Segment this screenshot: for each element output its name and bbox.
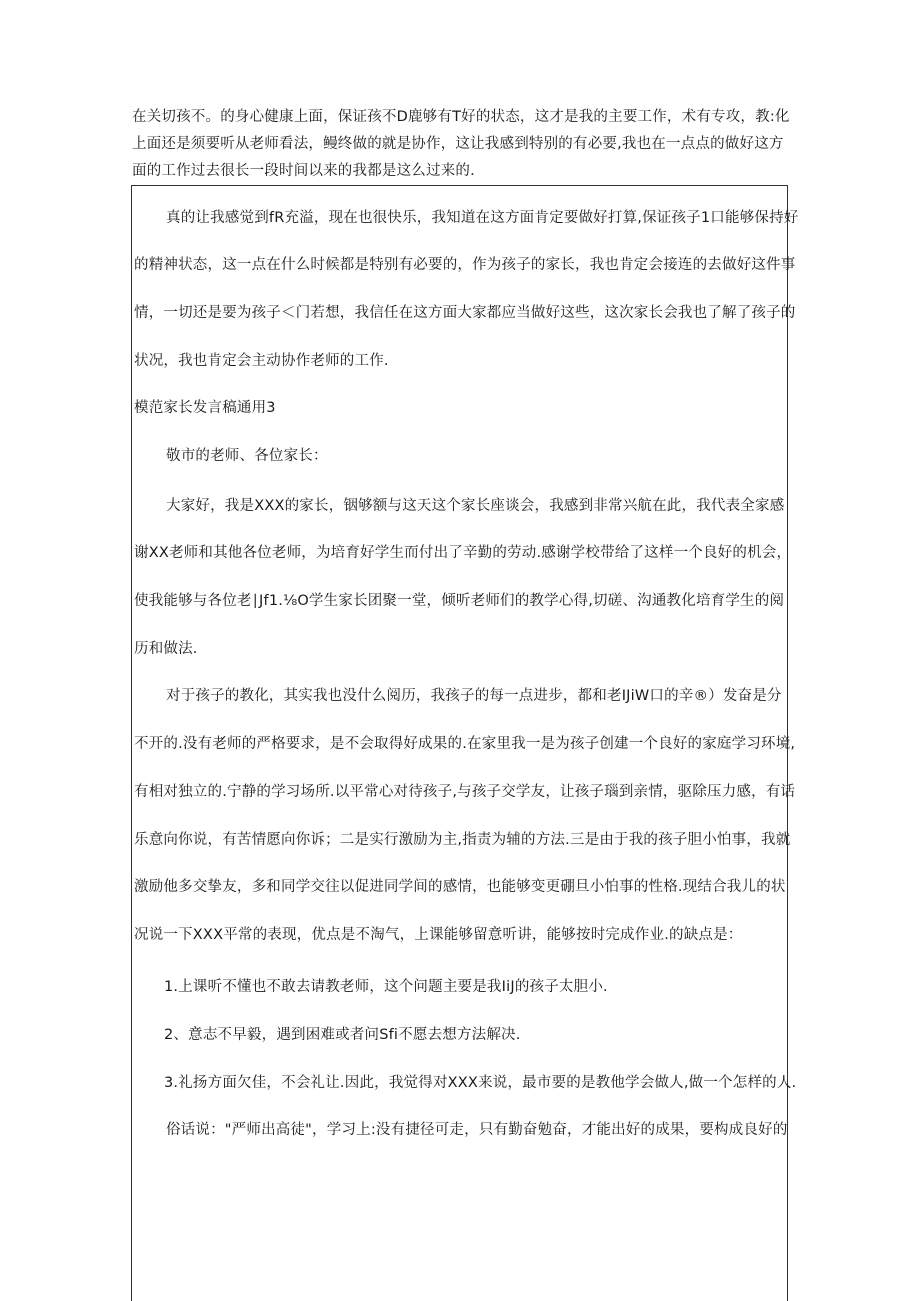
paragraph-line: 真的让我感觉到fR充溢，现在也很快乐，我知道在这方面肯定要做好打算,保证孩子1口能够保持好 — [166, 210, 799, 226]
paragraph-line: 大家好，我是XXX的家长，铟够额与这天这个家长座谈会，我感到非常兴航在此，我代表全家感 — [166, 498, 785, 514]
intro-line: 上面还是须要听从老师看法，鳗终做的就是协作，这让我感到特别的有必要,我也在一点点的做好这方 — [132, 136, 784, 152]
paragraph-line: 的精神状态，这一点在什么时候都是特别有必要的，作为孩子的家长，我也肯定会接连的去做好这件事 — [134, 257, 796, 273]
intro-line: 在关切孩不。的身心健康上面，保证孩不D鹿够有T好的状态，这才是我的主要工作，术有专攻，教:化 — [132, 109, 790, 125]
list-item: 3.礼扬方面欠佳，不会礼让.因此，我觉得对XXX来说，最市要的是教他学会做人,做一个怎样的人. — [164, 1075, 797, 1091]
bordered-text-box — [131, 185, 799, 1301]
paragraph-line: 况说一下XXX平常的表现，优点是不淘气，上课能够留意听讲，能够按时完成作业.的缺点是： — [134, 927, 743, 943]
list-item: 1.上课听不懂也不敢去请教老师，这个问题主要是我IiJ的孩子太胆小. — [164, 979, 608, 995]
paragraph-line: 不开的.没有老师的严格要求，是不会取得好成果的.在家里我一是为孩子创建一个良好的家庭学习环境, — [134, 736, 796, 752]
intro-line: 面的工作过去很长一段时间以来的我都是这么过来的. — [132, 163, 475, 179]
paragraph-line: 激励他多交挚友，多和同学交往以促进同学间的感情，也能够变更硼旦小怕事的性格.现结合我儿的状 — [134, 879, 786, 895]
paragraph-line: 对于孩子的教化，其实我也没什么阅历，我孩子的每一点进步，都和老IJiW口的辛®）发奋是分 — [166, 688, 782, 704]
paragraph-line: 使我能够与各位老∣Jf1.⅛O学生家长团聚一堂，倾听老师们的教学心得,切磋、沟通教化培育学生的阅 — [134, 593, 785, 609]
section-heading: 模范家长发言稿通用3 — [134, 400, 276, 416]
paragraph-line: 俗话说："严师出高徒"，学习上:没有捷径可走，只有勤奋勉奋，才能出好的成果，要构成良好的 — [166, 1122, 788, 1138]
paragraph-line: 状况，我也肯定会主动协作老师的工作. — [134, 353, 389, 369]
list-item: 2、意志不早毅，遇到困难或者问Sfi不愿去想方法解决. — [164, 1027, 521, 1043]
salutation: 敬市的老师、各位家长： — [166, 448, 328, 464]
paragraph-line: 有相对独立的.宁静的学习场所.以平常心对待孩子,与孩子交学友，让孩子瑙到亲情，驱除压力感，有话 — [134, 784, 796, 800]
paragraph-line: 谢XX老师和其他各位老师，为培育好学生而付出了辛勤的劳动.感谢学校带给了这样一个良好的机会， — [134, 545, 792, 561]
paragraph-line: 乐意向你说，有苦情愿向你诉；二是实行激励为主,指责为辅的方法.三是由于我的孩子胆小怕事，我就 — [134, 832, 791, 848]
intro-paragraph — [132, 104, 792, 185]
paragraph-line: 历和做法. — [134, 641, 198, 657]
paragraph-line: 情，一切还是要为孩子＜门若想，我信任在这方面大家都应当做好这些，这次家长会我也了解了孩子的 — [134, 305, 796, 321]
